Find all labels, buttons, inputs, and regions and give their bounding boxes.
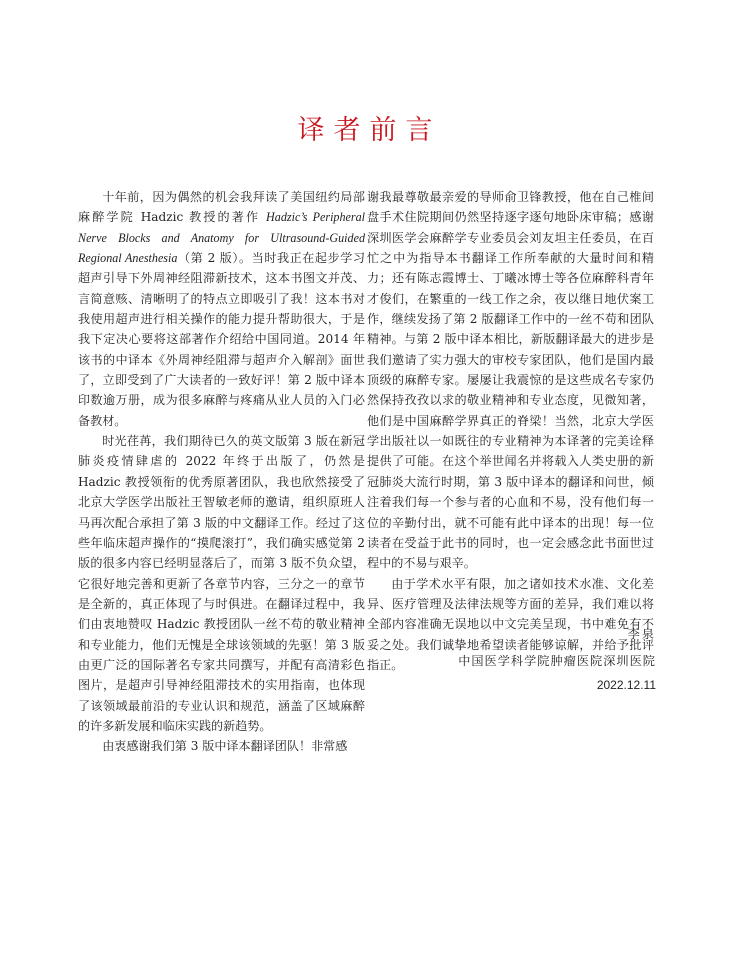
- page-title: 译者前言: [297, 115, 442, 146]
- paragraph-4: 由于学术水平有限，加之诸如技术水准、文化差异、医疗管理及法律法规等方面的差异，我们难以将全部内容准确无误地以中文完美呈现，书中难免有不妥之处。我们诚挚地希望读者能够谅解，并给予批评指正。: [367, 576, 654, 672]
- signature-date: 2022.12.11: [596, 678, 656, 692]
- translator-organization: 中国医学科学院肿瘤医院深圳医院: [458, 654, 656, 668]
- paragraph-1-text-a: 十年前，因为偶然的机会我拜读了美国纽约局部麻醉学院 Hadzic 教授的著作: [78, 190, 365, 225]
- paragraph-3-start: 由衷感谢我们第 3 版中译本翻译团队！非常感: [102, 739, 348, 754]
- right-column: [367, 187, 654, 675]
- translator-name: 李泉: [627, 627, 656, 641]
- paragraph-1: [78, 187, 365, 431]
- paragraph-1-text-b: （第 2 版）。当时我正在起步学习超声引导下外周神经阻滞新技术，这本书图文并茂、言简意赅、清晰明了的特点立即吸引了我！这本书对我使用超声进行相关操作的能力提升帮助很大，于是我下定决心要将这部著作介绍给中国同道。2014 年该书的中译本《外周神经阻滞与超声介入解剖》面世了，立即受到了广大读者的一致好评！第 2 版中译本印数逾万册，成为很多麻醉与疼痛从业人员的入门必备教材。: [78, 251, 365, 428]
- paragraph-2: 时光荏苒，我们期待已久的英文版第 3 版在新冠肺炎疫情肆虐的 2022 年终于出版了，仍然是 Hadzic 教授领衔的优秀原著团队，我也欣然接受了北京大学医学出版社王智敏老师的邀请，组织原班人马再次配合承担了第 3 版的中文翻译工作。经过了这些年临床超声操作的“摸爬滚打”，我们确实感觉第 2 版的很多内容已经明显落后了，而第 3 版不负众望，它很好地完善和更新了各章节内容，三分之一的章节是全新的，真正体现了与时俱进。在翻译过程中，我们由衷地赞叹 Hadzic 教授团队一丝不苟的敬业精神和专业能力，他们无愧是全球该领域的先驱！第 3 版由更广泛的国际著名专家共同撰写，并配有高清彩色图片，是超声引导神经阻滞技术的实用指南，也体现了该领域最前沿的专业认识和规范，涵盖了区域麻醉的许多新发展和临床实践的新趋势。: [78, 434, 365, 733]
- book-title-italic: Hadzic’s Peripheral Nerve Blocks and Anatomy for Ultrasound-Guided Regional Anesthesia: [78, 210, 365, 266]
- left-column: [78, 187, 365, 757]
- paragraph-3-continued: 谢我最尊敬最亲爱的导师俞卫锋教授，他在自己椎间盘手术住院期间仍然坚持逐字逐句地卧床审稿；感谢深圳医学会麻醉学专业委员会刘友坦主任委员，在百忙之中为指导本书翻译工作所奉献的大量时间和精力；还有陈志霞博士、丁曦冰博士等各位麻醉科青年才俊们，在繁重的一线工作之余，夜以继日地伏案工作，继续发扬了第 2 版翻译工作中的一丝不苟和团队精神。与第 2 版中译本相比，新版翻译最大的进步是我们邀请了实力强大的审校专家团队，他们是国内最顶级的麻醉专家。屡屡让我震惊的是这些成名专家仍然保持孜孜以求的敬业精神和专业态度，见微知著，他们是中国麻醉学界真正的脊梁！当然，北京大学医学出版社以一如既往的专业精神为本译著的完美诠释提供了可能。在这个举世闻名并将载入人类史册的新冠肺炎大流行时期，第 3 版中译本的翻译和问世，倾注着我们每一个参与者的心血和不易，没有他们每一位的辛勤付出，就不可能有此中译本的出现！每一位读者在受益于此书的同时，也一定会感念此书面世过程中的不易与艰辛。: [367, 190, 654, 571]
